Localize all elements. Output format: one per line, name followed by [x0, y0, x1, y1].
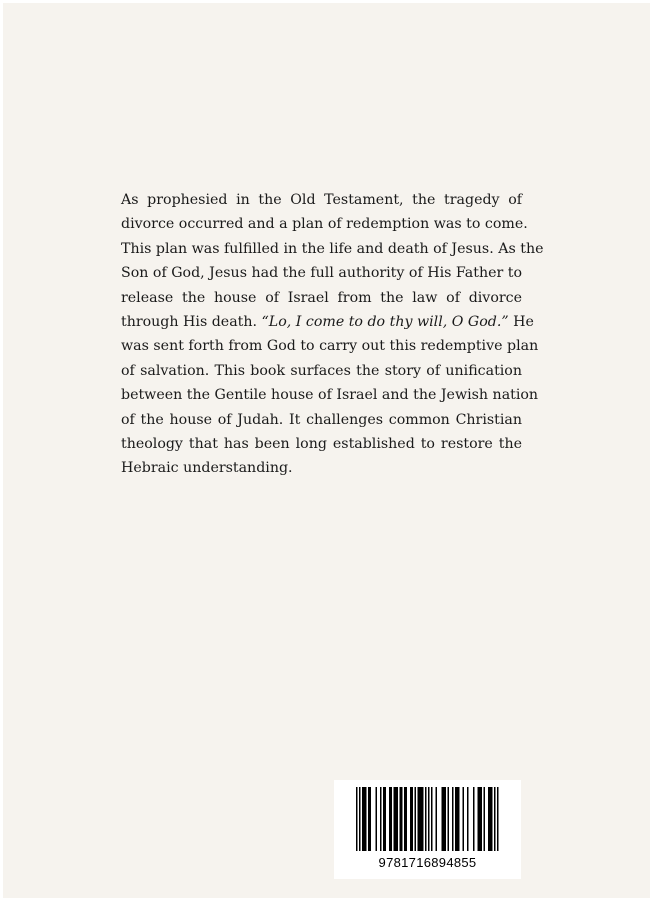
- barcode-bar: [488, 787, 493, 851]
- blurb-line: Son of God, Jesus had the full authority of His Father to: [121, 265, 523, 282]
- barcode-bar: [428, 787, 430, 851]
- barcode-bar: [478, 787, 483, 851]
- blurb-line: was sent forth from God to carry out this redemptive plan: [121, 338, 539, 355]
- barcode-bar: [362, 787, 367, 851]
- barcode-bar: [497, 787, 499, 851]
- barcode-bar: [494, 787, 496, 851]
- barcode-bar: [455, 787, 460, 851]
- barcode-bar: [418, 787, 424, 851]
- blurb-line: divorce occurred and a plan of redemption was to come.: [121, 216, 528, 233]
- blurb-line: release the house of Israel from the law of divorce: [121, 289, 522, 306]
- barcode-bar: [415, 787, 417, 851]
- barcode-bar: [404, 787, 407, 851]
- blurb-line: As prophesied in the Old Testament, the tragedy of: [121, 192, 522, 208]
- barcode-bar: [463, 787, 465, 851]
- barcode-bar: [473, 787, 475, 851]
- scripture-quote: “Lo, I come to do thy will, O God.”: [261, 314, 509, 331]
- back-cover: [3, 3, 650, 898]
- blurb-line-with-quote: [121, 310, 534, 334]
- barcode-bar: [484, 787, 486, 851]
- isbn-number: 9781716894855: [378, 855, 477, 870]
- barcode-bar: [359, 787, 361, 851]
- barcode-bar: [394, 787, 399, 851]
- barcode-bar: [383, 787, 386, 851]
- barcode-bar: [436, 787, 438, 851]
- blurb-line-start: through His death.: [121, 314, 262, 331]
- barcode-bar: [431, 787, 433, 851]
- barcode-bar: [376, 787, 378, 851]
- barcode-bar: [368, 787, 371, 851]
- blurb-line: of the house of Judah. It challenges common Christian: [121, 411, 522, 428]
- barcode-bar: [448, 787, 450, 851]
- blurb-line: between the Gentile house of Israel and the Jewish nation: [121, 387, 539, 404]
- barcode-bar: [356, 787, 358, 851]
- barcode-bar: [400, 787, 403, 851]
- isbn-barcode: [334, 780, 521, 879]
- barcode-bar: [425, 787, 427, 851]
- barcode-bar: [452, 787, 454, 851]
- blurb-line: of salvation. This book surfaces the story of unification: [121, 362, 522, 379]
- barcode-bars: [356, 787, 499, 851]
- barcode-bar: [389, 787, 392, 851]
- blurb-line: This plan was fulfilled in the life and death of Jesus. As the: [121, 240, 544, 257]
- blurb-line-end: He: [508, 314, 534, 331]
- barcode-bar: [380, 787, 382, 851]
- barcode-bar: [410, 787, 413, 851]
- blurb-line: Hebraic understanding.: [121, 460, 293, 477]
- book-blurb: [121, 188, 544, 481]
- barcode-bar: [467, 787, 469, 851]
- barcode-bar: [442, 787, 447, 851]
- blurb-line: theology that has been long established to restore the: [121, 436, 522, 453]
